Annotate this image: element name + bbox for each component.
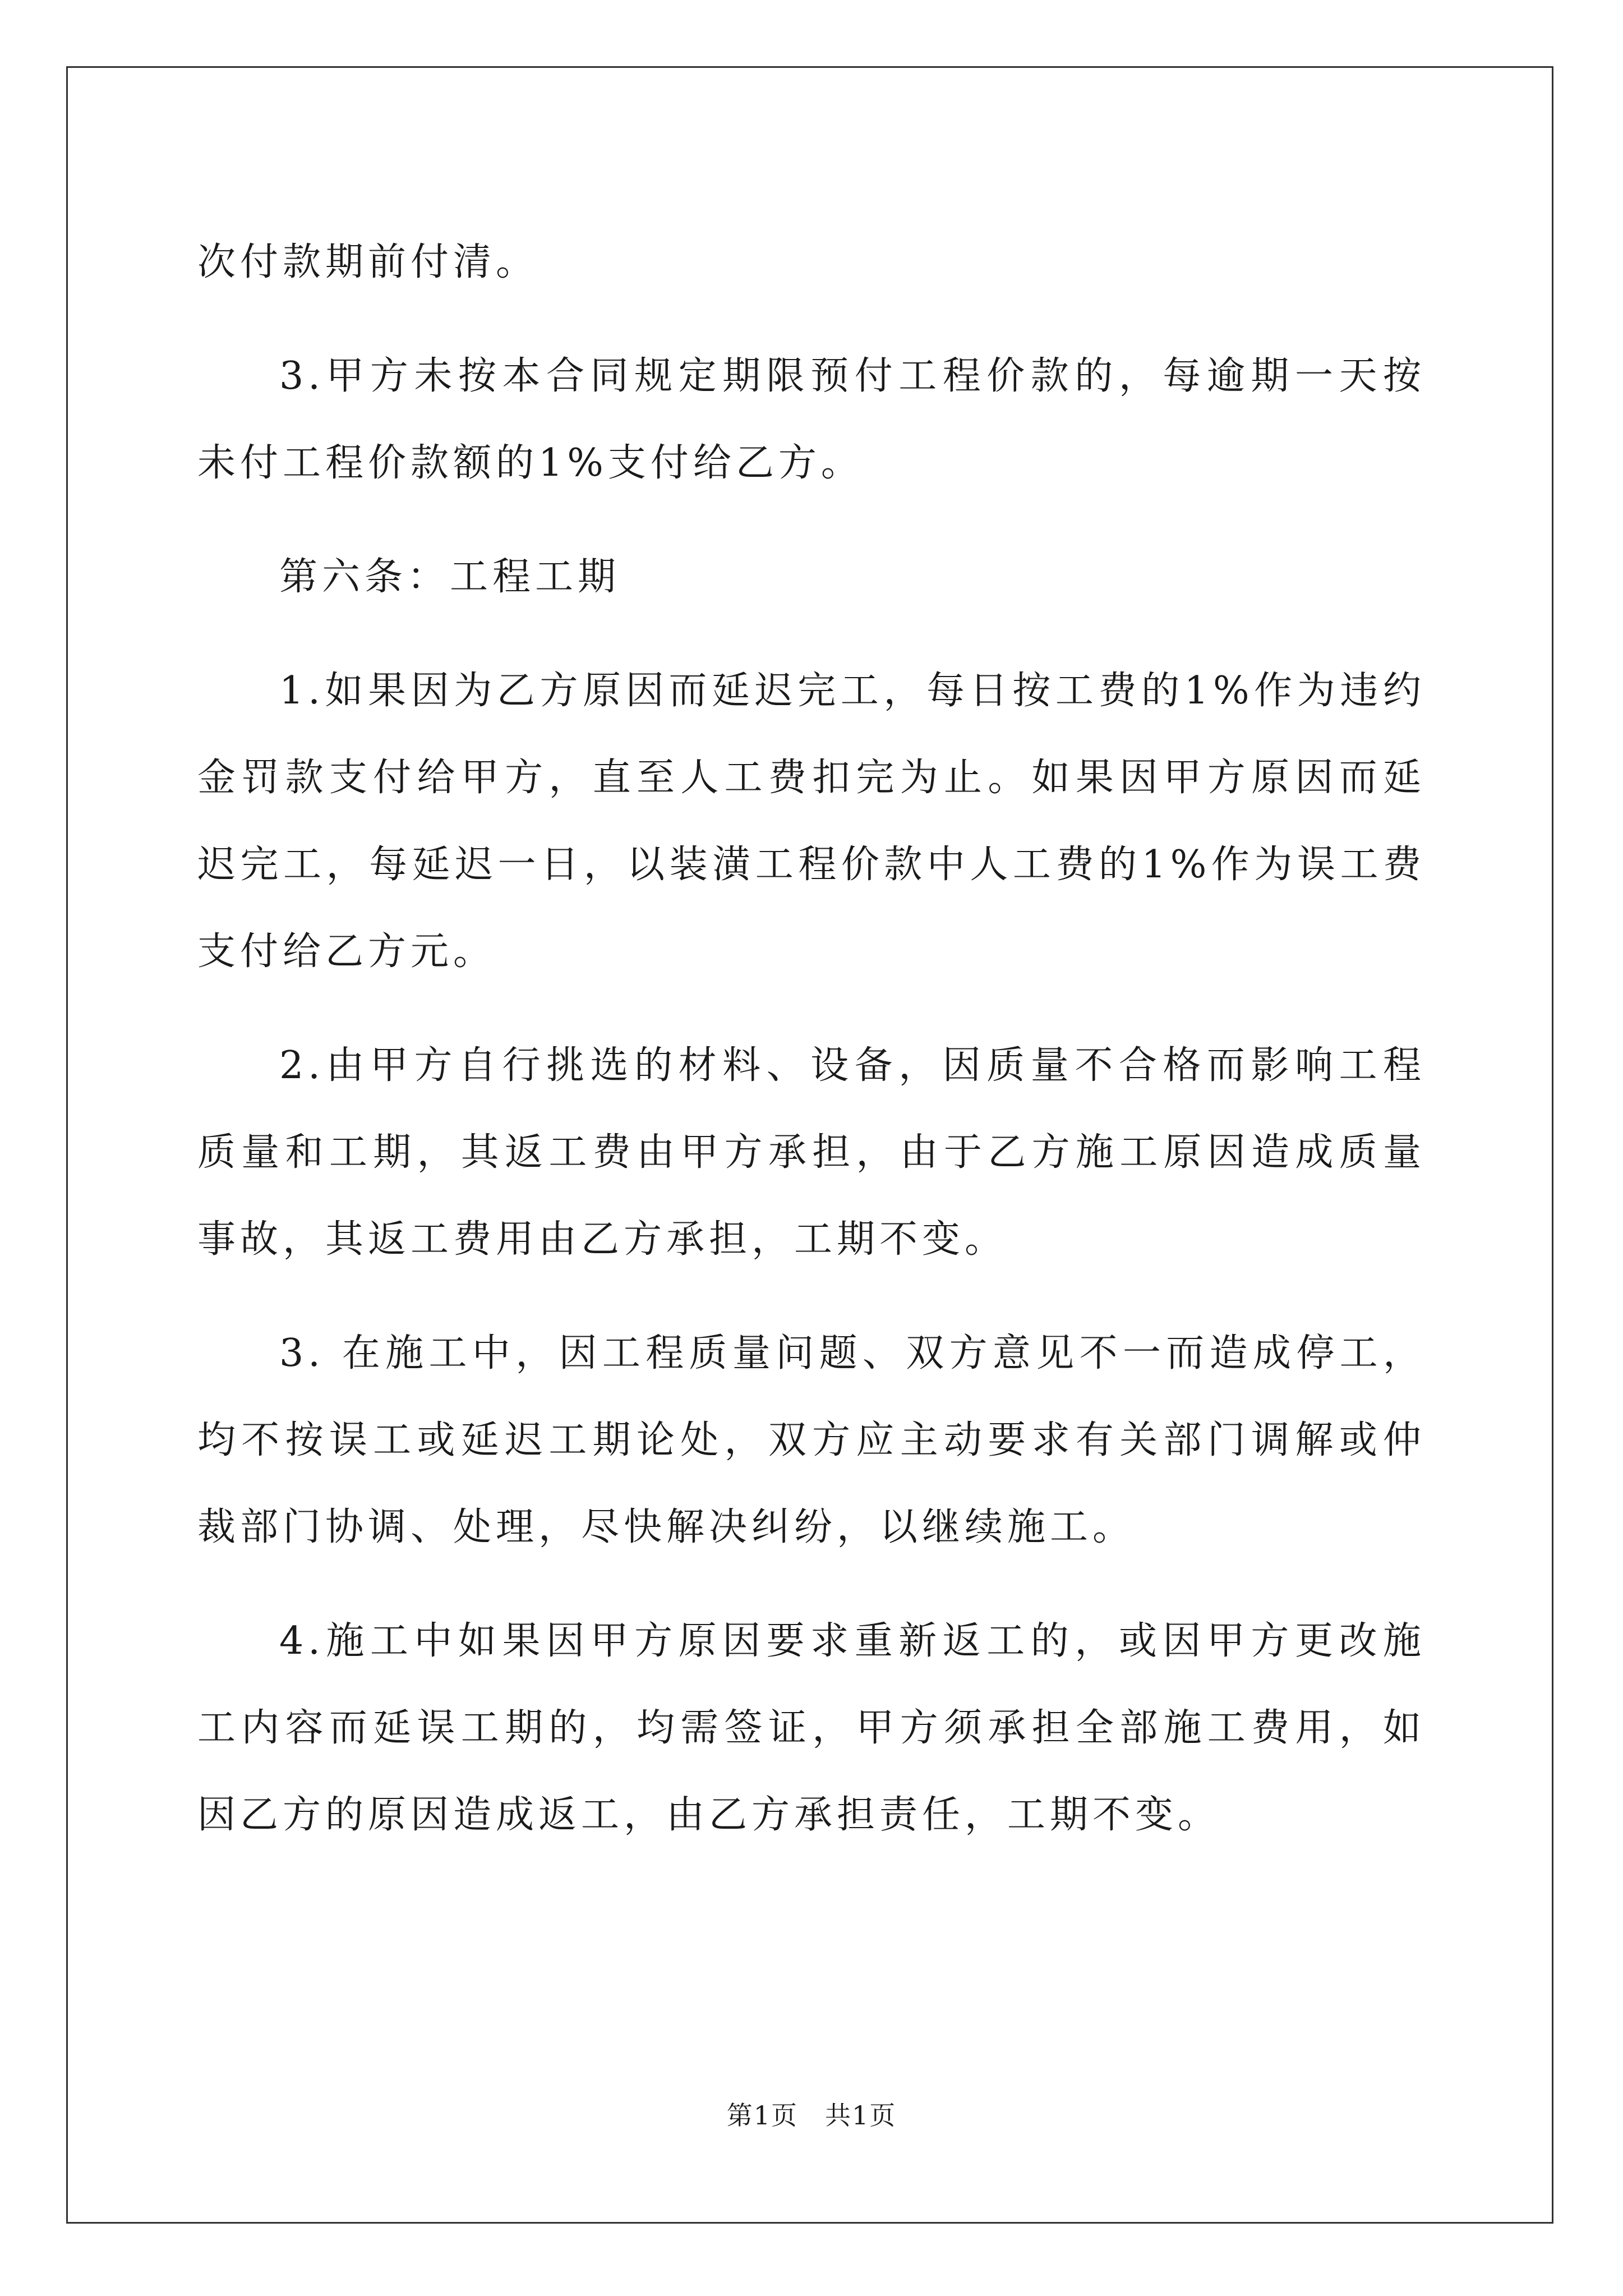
paragraph-clause-6-1: 1.如果因为乙方原因而延迟完工，每日按工费的1%作为违约金罚款支付给甲方，直至人工费扣完为止。如果因甲方原因而延迟完工，每延迟一日，以装潢工程价款中人工费的1%作为误工费支付给乙方元。 xyxy=(197,669,1426,974)
paragraph-clause-5-3: 3.甲方未按本合同规定期限预付工程价款的，每逾期一天按未付工程价款额的1%支付给乙方。 xyxy=(197,354,1426,485)
document-body xyxy=(197,219,1426,1858)
section-heading: 第六条：工程工期 xyxy=(279,555,621,599)
paragraph-clause-6-4: 4.施工中如果因甲方原因要求重新返工的，或因甲方更改施工内容而延误工期的，均需签证，甲方须承担全部施工费用，如因乙方的原因造成返工，由乙方承担责任，工期不变。 xyxy=(197,1619,1426,1837)
paragraph-continuation: 次付款期前付清。 xyxy=(197,240,539,284)
paragraph-clause-6-3: 3. 在施工中，因工程质量问题、双方意见不一而造成停工，均不按误工或延迟工期论处，双方应主动要求有关部门调解或仲裁部门协调、处理，尽快解决纠纷，以继续施工。 xyxy=(197,1331,1426,1549)
page-number-footer: 第1页 共1页 xyxy=(726,2100,897,2131)
paragraph-clause-6-2: 2.由甲方自行挑选的材料、设备，因质量不合格而影响工程质量和工期，其返工费由甲方承担，由于乙方施工原因造成质量事故，其返工费用由乙方承担，工期不变。 xyxy=(197,1043,1426,1262)
